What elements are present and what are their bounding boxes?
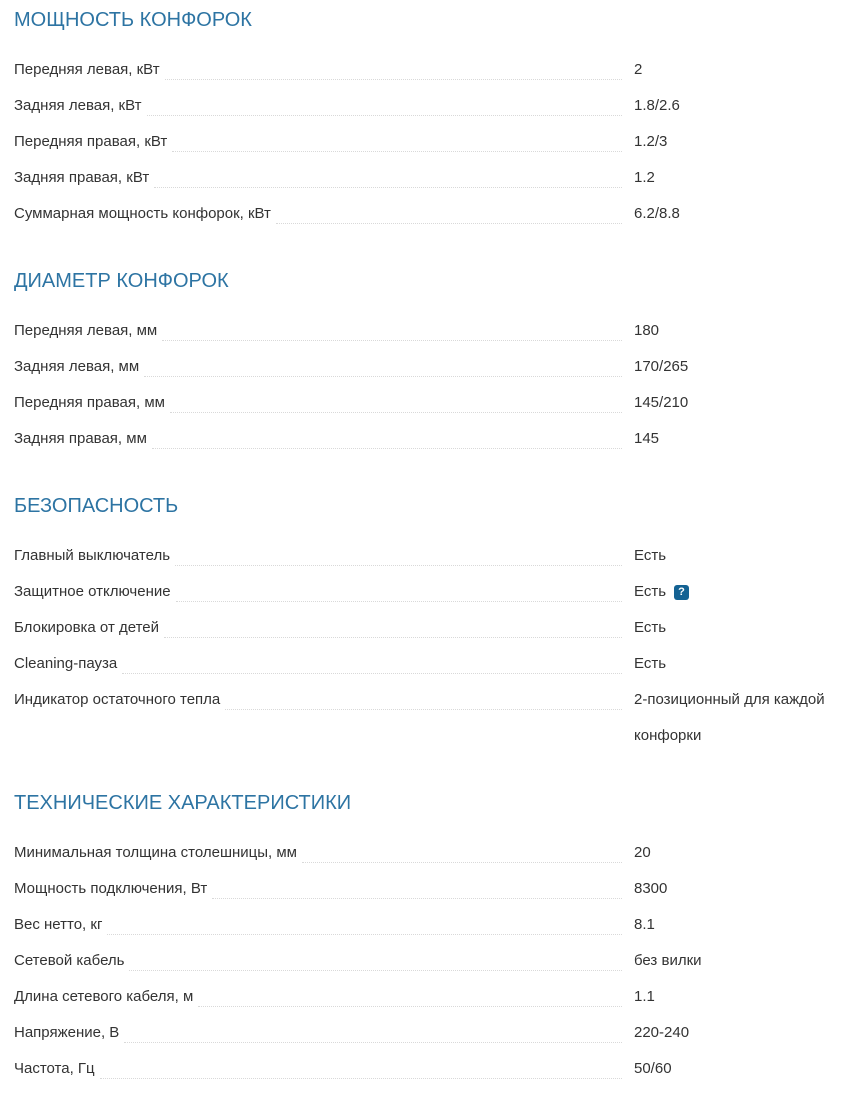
spec-value: 1.2 xyxy=(634,169,655,186)
spec-row xyxy=(14,160,833,196)
dotted-leader xyxy=(302,835,622,863)
dotted-leader xyxy=(100,1051,622,1079)
spec-value: Есть xyxy=(634,655,667,672)
section-title: ДИАМЕТР КОНФОРОК xyxy=(14,270,229,292)
dotted-leader xyxy=(107,907,622,935)
spec-row xyxy=(14,646,833,682)
dotted-leader xyxy=(165,52,622,80)
spec-value: 1.8/2.6 xyxy=(634,97,680,114)
spec-value: 6.2/8.8 xyxy=(634,205,680,222)
spec-value: 20 xyxy=(634,844,651,861)
dotted-leader xyxy=(198,979,622,1007)
spec-value: Есть xyxy=(634,547,667,564)
spec-label: Индикатор остаточного тепла xyxy=(14,691,221,708)
spec-row xyxy=(14,871,833,907)
spec-row xyxy=(14,313,833,349)
spec-label: Сетевой кабель xyxy=(14,952,125,969)
dotted-leader xyxy=(124,1015,622,1043)
dotted-leader xyxy=(175,538,622,566)
spec-label: Блокировка от детей xyxy=(14,619,160,636)
spec-label: Задняя правая, мм xyxy=(14,430,147,447)
spec-label: Минимальная толщина столешницы, мм xyxy=(14,844,297,861)
spec-label: Передняя правая, мм xyxy=(14,394,165,411)
spec-label: Передняя левая, кВт xyxy=(14,61,160,78)
dotted-leader xyxy=(172,124,622,152)
spec-value xyxy=(634,574,833,610)
spec-row xyxy=(14,421,833,457)
spec-row xyxy=(14,835,833,871)
dotted-leader xyxy=(164,610,622,638)
spec-label: Задняя правая, кВт xyxy=(14,169,150,186)
spec-row xyxy=(14,124,833,160)
section-title: МОЩНОСТЬ КОНФОРОК xyxy=(14,9,252,31)
spec-row xyxy=(14,943,833,979)
spec-row xyxy=(14,1015,833,1051)
spec-label: Главный выключатель xyxy=(14,547,171,564)
dotted-leader xyxy=(152,421,622,449)
spec-row xyxy=(14,385,833,421)
spec-value: 8.1 xyxy=(634,916,655,933)
spec-label: Частота, Гц xyxy=(14,1060,95,1077)
dotted-leader xyxy=(162,313,622,341)
spec-label: Суммарная мощность конфорок, кВт xyxy=(14,205,271,222)
spec-value: 8300 xyxy=(634,880,668,897)
spec-value: 180 xyxy=(634,322,660,339)
spec-label: Передняя правая, кВт xyxy=(14,133,168,150)
dotted-leader xyxy=(176,574,622,602)
spec-value: Есть xyxy=(634,619,667,636)
dotted-leader xyxy=(212,871,622,899)
spec-label: Мощность подключения, Вт xyxy=(14,880,208,897)
spec-row xyxy=(14,538,833,574)
spec-label: Защитное отключение xyxy=(14,583,171,600)
section-safety xyxy=(14,495,833,754)
dotted-leader xyxy=(144,349,622,377)
help-icon[interactable]: ? xyxy=(674,585,689,600)
spec-value: 2 xyxy=(634,61,643,78)
dotted-leader xyxy=(170,385,622,413)
spec-row xyxy=(14,1051,833,1087)
spec-label: Передняя левая, мм xyxy=(14,322,158,339)
dotted-leader xyxy=(276,196,622,224)
section-title: ТЕХНИЧЕСКИЕ ХАРАКТЕРИСТИКИ xyxy=(14,792,352,814)
section-burner-diameter xyxy=(14,270,833,457)
spec-value: 145 xyxy=(634,430,660,447)
spec-label: Задняя левая, мм xyxy=(14,358,140,375)
dotted-leader xyxy=(147,88,623,116)
spec-row xyxy=(14,610,833,646)
spec-label: Напряжение, В xyxy=(14,1024,120,1041)
spec-value: 1.2/3 xyxy=(634,133,668,150)
section-technical-specs xyxy=(14,792,833,1087)
spec-label: Вес нетто, кг xyxy=(14,916,103,933)
spec-label: Задняя левая, кВт xyxy=(14,97,142,114)
spec-row xyxy=(14,88,833,124)
spec-value: 1.1 xyxy=(634,988,655,1005)
section-title: БЕЗОПАСНОСТЬ xyxy=(14,495,179,517)
dotted-leader xyxy=(225,682,622,710)
dotted-leader xyxy=(122,646,622,674)
spec-row xyxy=(14,574,833,610)
spec-row xyxy=(14,907,833,943)
dotted-leader xyxy=(154,160,622,188)
spec-row xyxy=(14,682,833,754)
spec-value: 2-позиционный для каждой конфорки xyxy=(634,691,825,744)
dotted-leader xyxy=(129,943,622,971)
spec-label: Cleaning-пауза xyxy=(14,655,118,672)
spec-row xyxy=(14,52,833,88)
spec-value: 50/60 xyxy=(634,1060,672,1077)
spec-value: 220-240 xyxy=(634,1024,690,1041)
spec-value-text: Есть xyxy=(634,583,667,600)
spec-value: 170/265 xyxy=(634,358,689,375)
spec-value: без вилки xyxy=(634,952,702,969)
spec-label: Длина сетевого кабеля, м xyxy=(14,988,194,1005)
section-burner-power xyxy=(14,9,833,232)
spec-value: 145/210 xyxy=(634,394,689,411)
spec-row xyxy=(14,196,833,232)
spec-row xyxy=(14,349,833,385)
spec-row xyxy=(14,979,833,1015)
